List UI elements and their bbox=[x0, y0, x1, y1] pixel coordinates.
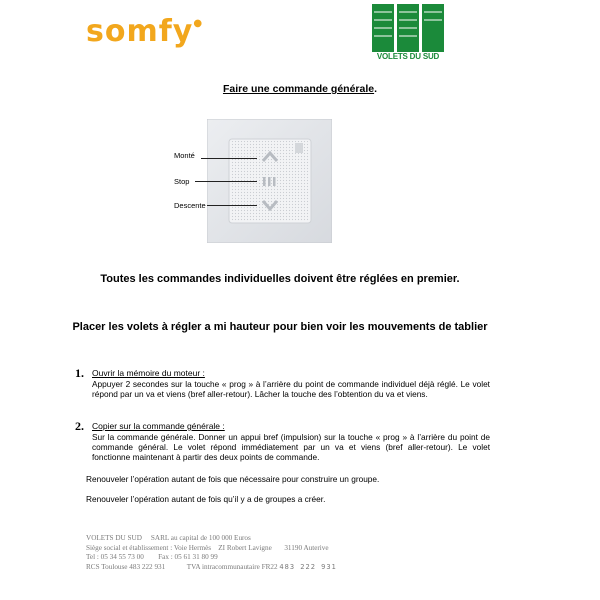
callout-line-stop bbox=[195, 181, 257, 182]
page-title: Faire une commande générale. bbox=[222, 83, 378, 95]
callout-line-down bbox=[207, 205, 257, 206]
footer-company: VOLETS DU SUD SARL au capital de 100 000 Euros bbox=[86, 534, 251, 542]
note-create-groups: Renouveler l’opération autant de fois qu’il y a de groupes a créer. bbox=[86, 494, 326, 504]
step-2-title: Copier sur la commande générale : bbox=[92, 421, 225, 431]
heading-mid-height: Placer les volets à régler a mi hauteur pour bien voir les mouvements de tablier bbox=[72, 321, 488, 333]
volets-du-sud-emblem-icon bbox=[372, 4, 444, 52]
label-down: Descente bbox=[174, 201, 206, 210]
label-stop: Stop bbox=[174, 177, 190, 186]
note-build-group: Renouveler l’opération autant de fois que nécessaire pour construire un groupe. bbox=[86, 474, 380, 484]
footer-registration: RCS Toulouse 483 222 931 TVA intracommunautaire FR22 483 222 931 bbox=[86, 562, 337, 571]
heading-individual-commands: Toutes les commandes individuelles doivent être réglées en premier. bbox=[100, 273, 460, 285]
somfy-logo: somfy● bbox=[86, 14, 204, 49]
footer-phone: Tel : 05 34 55 73 00 Fax : 05 61 31 80 99 bbox=[86, 553, 218, 561]
step-1-title: Ouvrir la mémoire du moteur : bbox=[92, 368, 205, 378]
step-1-body: Appuyer 2 secondes sur la touche « prog » à l’arrière du point de commande individuel déjà réglé. Le volet répond par un va et viens (bref aller-retour). Lâcher la touche des l’obtention du va et viens. bbox=[92, 379, 490, 399]
step-2-body: Sur la commande générale. Donner un appui bref (impulsion) sur la touche « prog » à l’arrière du point de commande général. Le volet répond immédiatement par un va et viens (bref aller-retour). Le volet fonctionne maintenant à partir des deux points de commande. bbox=[92, 432, 490, 462]
footer-address: Siège social et établissement : Voie Hermès ZI Robert Lavigne 31190 Auterive bbox=[86, 543, 329, 552]
callout-line-up bbox=[201, 158, 257, 159]
label-up: Monté bbox=[174, 151, 195, 160]
step-2-number: 2. bbox=[75, 419, 84, 433]
company-footer bbox=[86, 534, 386, 572]
brand-name: VOLETS DU SUD bbox=[376, 52, 440, 61]
step-1-number: 1. bbox=[75, 366, 84, 380]
volets-du-sud-logo bbox=[372, 4, 444, 62]
